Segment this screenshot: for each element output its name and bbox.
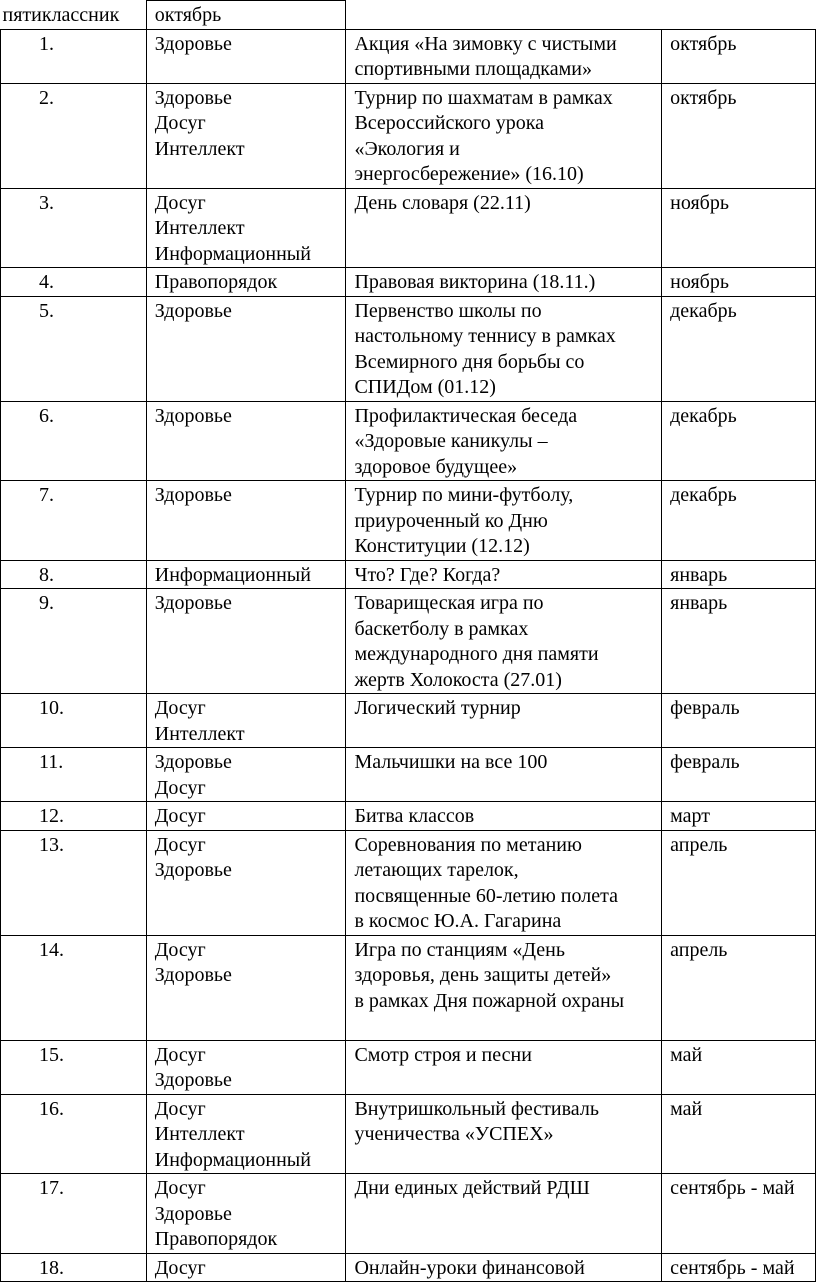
event-line: жертв Холокоста (27.01) xyxy=(354,668,562,691)
event-line: Всероссийского урока xyxy=(354,112,545,134)
month-cell: февраль xyxy=(662,748,816,802)
direction-line: Досуг xyxy=(154,833,206,856)
table-row xyxy=(1,1040,816,1094)
event-line: ученичества «УСПЕХ» xyxy=(354,1123,554,1145)
event-line: в космос Ю.А. Гагарина xyxy=(354,910,562,932)
direction-cell xyxy=(146,401,346,481)
row-number-cell: 11. xyxy=(1,748,147,802)
row-number-cell: 3. xyxy=(1,188,147,268)
event-cell xyxy=(346,296,662,401)
direction-line: Здоровье xyxy=(154,1202,232,1225)
table-row xyxy=(1,1253,816,1282)
direction-line: Здоровье xyxy=(154,32,232,55)
event-cell xyxy=(346,1253,662,1282)
event-cell xyxy=(346,589,662,694)
direction-line: Интеллект xyxy=(154,217,245,239)
direction-line: Здоровье xyxy=(154,86,232,109)
direction-line: Досуг xyxy=(154,1043,206,1066)
direction-line: Досуг xyxy=(154,805,206,827)
event-line: Конституции (12.12) xyxy=(354,535,530,557)
event-line: здоровое будущее» xyxy=(354,455,518,478)
event-line: Внутришкольный фестиваль xyxy=(354,1097,599,1120)
table-row xyxy=(1,481,816,561)
header-cell-month: октябрь xyxy=(146,1,346,30)
table-row xyxy=(1,560,816,589)
event-line: международного дня памяти xyxy=(354,643,599,665)
row-number-cell: 15. xyxy=(1,1040,147,1094)
event-cell xyxy=(346,1040,662,1094)
month-cell: январь xyxy=(662,560,816,589)
direction-cell xyxy=(146,83,346,188)
direction-line: Досуг xyxy=(154,938,206,961)
row-number-cell: 12. xyxy=(1,802,147,831)
table-row xyxy=(1,802,816,831)
table-row xyxy=(1,1174,816,1254)
direction-line: Информационный xyxy=(154,242,311,265)
row-number-cell: 13. xyxy=(1,830,147,935)
month-cell: март xyxy=(662,802,816,831)
direction-cell xyxy=(146,296,346,401)
direction-line: Досуг xyxy=(154,1097,206,1120)
event-line: энергосбережение» (16.10) xyxy=(354,163,584,185)
table-row xyxy=(1,935,816,1040)
direction-line: Здоровье xyxy=(154,751,232,773)
event-cell xyxy=(346,802,662,831)
event-cell xyxy=(346,935,662,1040)
event-line: в рамках Дня пожарной охраны xyxy=(354,989,625,1012)
month-cell: январь xyxy=(662,589,816,694)
event-cell xyxy=(346,268,662,297)
direction-line: Досуг xyxy=(154,697,206,719)
direction-line: Здоровье xyxy=(154,1069,232,1091)
table-row xyxy=(1,83,816,188)
row-number-cell: 8. xyxy=(1,560,147,589)
event-line: Игра по станциям «День xyxy=(354,938,565,961)
direction-line: Здоровье xyxy=(154,859,232,881)
event-line: «Здоровые каникулы – xyxy=(354,430,548,452)
month-cell: декабрь xyxy=(662,481,816,561)
direction-line: Информационный xyxy=(154,563,311,586)
table-row xyxy=(1,268,816,297)
event-line: летающих тарелок, xyxy=(354,859,519,881)
direction-line: Здоровье xyxy=(154,964,232,986)
month-cell: октябрь xyxy=(662,83,816,188)
row-number-cell: 9. xyxy=(1,589,147,694)
table-row xyxy=(1,748,816,802)
row-number-cell: 5. xyxy=(1,296,147,401)
direction-cell xyxy=(146,1253,346,1282)
event-cell xyxy=(346,29,662,83)
month-cell: ноябрь xyxy=(662,268,816,297)
event-line: настольному теннису в рамках xyxy=(354,325,616,347)
event-line: Соревнования по метанию xyxy=(354,833,582,856)
event-line: посвященные 60-летию полета xyxy=(354,884,618,907)
month-cell: декабрь xyxy=(662,401,816,481)
event-line: СПИДом (01.12) xyxy=(354,376,496,398)
event-cell xyxy=(346,830,662,935)
event-line: Турнир по шахматам в рамках xyxy=(354,86,613,109)
event-line xyxy=(354,1014,657,1040)
event-line: Что? Где? Когда? xyxy=(354,563,501,586)
direction-cell xyxy=(146,268,346,297)
row-number-cell: 2. xyxy=(1,83,147,188)
event-line: «Экология и xyxy=(354,137,460,160)
row-number-cell: 14. xyxy=(1,935,147,1040)
event-line: приуроченный ко Дню xyxy=(354,509,548,532)
month-cell: ноябрь xyxy=(662,188,816,268)
event-line: Первенство школы по xyxy=(354,299,542,322)
event-line: Мальчишки на все 100 xyxy=(354,751,548,773)
direction-line: Интеллект xyxy=(154,1123,245,1145)
direction-cell xyxy=(146,188,346,268)
month-cell: сентябрь - май xyxy=(662,1253,816,1282)
direction-line: Досуг xyxy=(154,776,206,799)
direction-line: Интеллект xyxy=(154,722,245,745)
event-line: Смотр строя и песни xyxy=(354,1043,532,1066)
direction-line: Досуг xyxy=(154,1177,206,1199)
event-line: Товарищеская игра по xyxy=(354,592,544,614)
event-line: Онлайн-уроки финансовой xyxy=(354,1256,585,1279)
direction-line: Интеллект xyxy=(154,137,245,160)
event-cell xyxy=(346,481,662,561)
direction-cell xyxy=(146,830,346,935)
event-cell xyxy=(346,1094,662,1174)
table-row xyxy=(1,1094,816,1174)
row-number-cell: 17. xyxy=(1,1174,147,1254)
direction-line: Здоровье xyxy=(154,484,232,506)
direction-cell xyxy=(146,1040,346,1094)
table-row xyxy=(1,401,816,481)
event-cell xyxy=(346,83,662,188)
direction-cell xyxy=(146,560,346,589)
event-cell xyxy=(346,401,662,481)
event-line: баскетболу в рамках xyxy=(354,617,529,640)
table-row xyxy=(1,296,816,401)
event-cell xyxy=(346,560,662,589)
table-row xyxy=(1,589,816,694)
month-cell: февраль xyxy=(662,694,816,748)
row-number-cell: 16. xyxy=(1,1094,147,1174)
event-line: Логический турнир xyxy=(354,697,521,719)
direction-line: Досуг xyxy=(154,112,206,134)
event-line: Профилактическая беседа xyxy=(354,404,578,427)
row-number-cell: 1. xyxy=(1,29,147,83)
direction-line: Досуг xyxy=(154,191,206,214)
table-row xyxy=(1,29,816,83)
direction-cell xyxy=(146,481,346,561)
direction-line: Здоровье xyxy=(154,404,232,427)
row-number-cell: 4. xyxy=(1,268,147,297)
event-line: День словаря (22.11) xyxy=(354,191,531,214)
month-cell: апрель xyxy=(662,935,816,1040)
event-cell xyxy=(346,748,662,802)
direction-cell xyxy=(146,589,346,694)
row-number-cell: 10. xyxy=(1,694,147,748)
month-cell: сентябрь - май xyxy=(662,1174,816,1254)
event-line: Акция «На зимовку с чистыми xyxy=(354,32,617,55)
direction-line: Правопорядок xyxy=(154,1228,278,1250)
table-row xyxy=(1,694,816,748)
event-line: Правовая викторина (18.11.) xyxy=(354,271,596,293)
direction-line: Правопорядок xyxy=(154,271,278,293)
event-line: Битва классов xyxy=(354,805,475,827)
event-line: Турнир по мини-футболу, xyxy=(354,484,574,506)
table-row xyxy=(1,830,816,935)
direction-line: Здоровье xyxy=(154,592,232,614)
row-number-cell: 18. xyxy=(1,1253,147,1282)
month-cell: декабрь xyxy=(662,296,816,401)
month-cell: май xyxy=(662,1040,816,1094)
event-cell xyxy=(346,1174,662,1254)
month-cell: октябрь xyxy=(662,29,816,83)
direction-cell xyxy=(146,748,346,802)
row-number-cell: 6. xyxy=(1,401,147,481)
event-line: Дни единых действий РДШ xyxy=(354,1177,590,1199)
event-cell xyxy=(346,188,662,268)
row-number-cell: 7. xyxy=(1,481,147,561)
table-row xyxy=(1,188,816,268)
direction-line: Досуг xyxy=(154,1256,206,1279)
event-line: спортивными площадками» xyxy=(354,58,592,80)
month-cell: май xyxy=(662,1094,816,1174)
direction-cell xyxy=(146,802,346,831)
direction-cell xyxy=(146,694,346,748)
direction-cell xyxy=(146,1174,346,1254)
event-line: Всемирного дня борьбы со xyxy=(354,350,585,373)
direction-line: Информационный xyxy=(154,1148,311,1171)
event-line: здоровья, день защиты детей» xyxy=(354,964,612,986)
table-header-row xyxy=(1,1,816,30)
direction-line: Здоровье xyxy=(154,299,232,322)
direction-cell xyxy=(146,935,346,1040)
month-cell: апрель xyxy=(662,830,816,935)
direction-cell xyxy=(146,1094,346,1174)
event-cell xyxy=(346,694,662,748)
direction-cell xyxy=(146,29,346,83)
header-cell-class: пятиклассник xyxy=(1,1,147,30)
